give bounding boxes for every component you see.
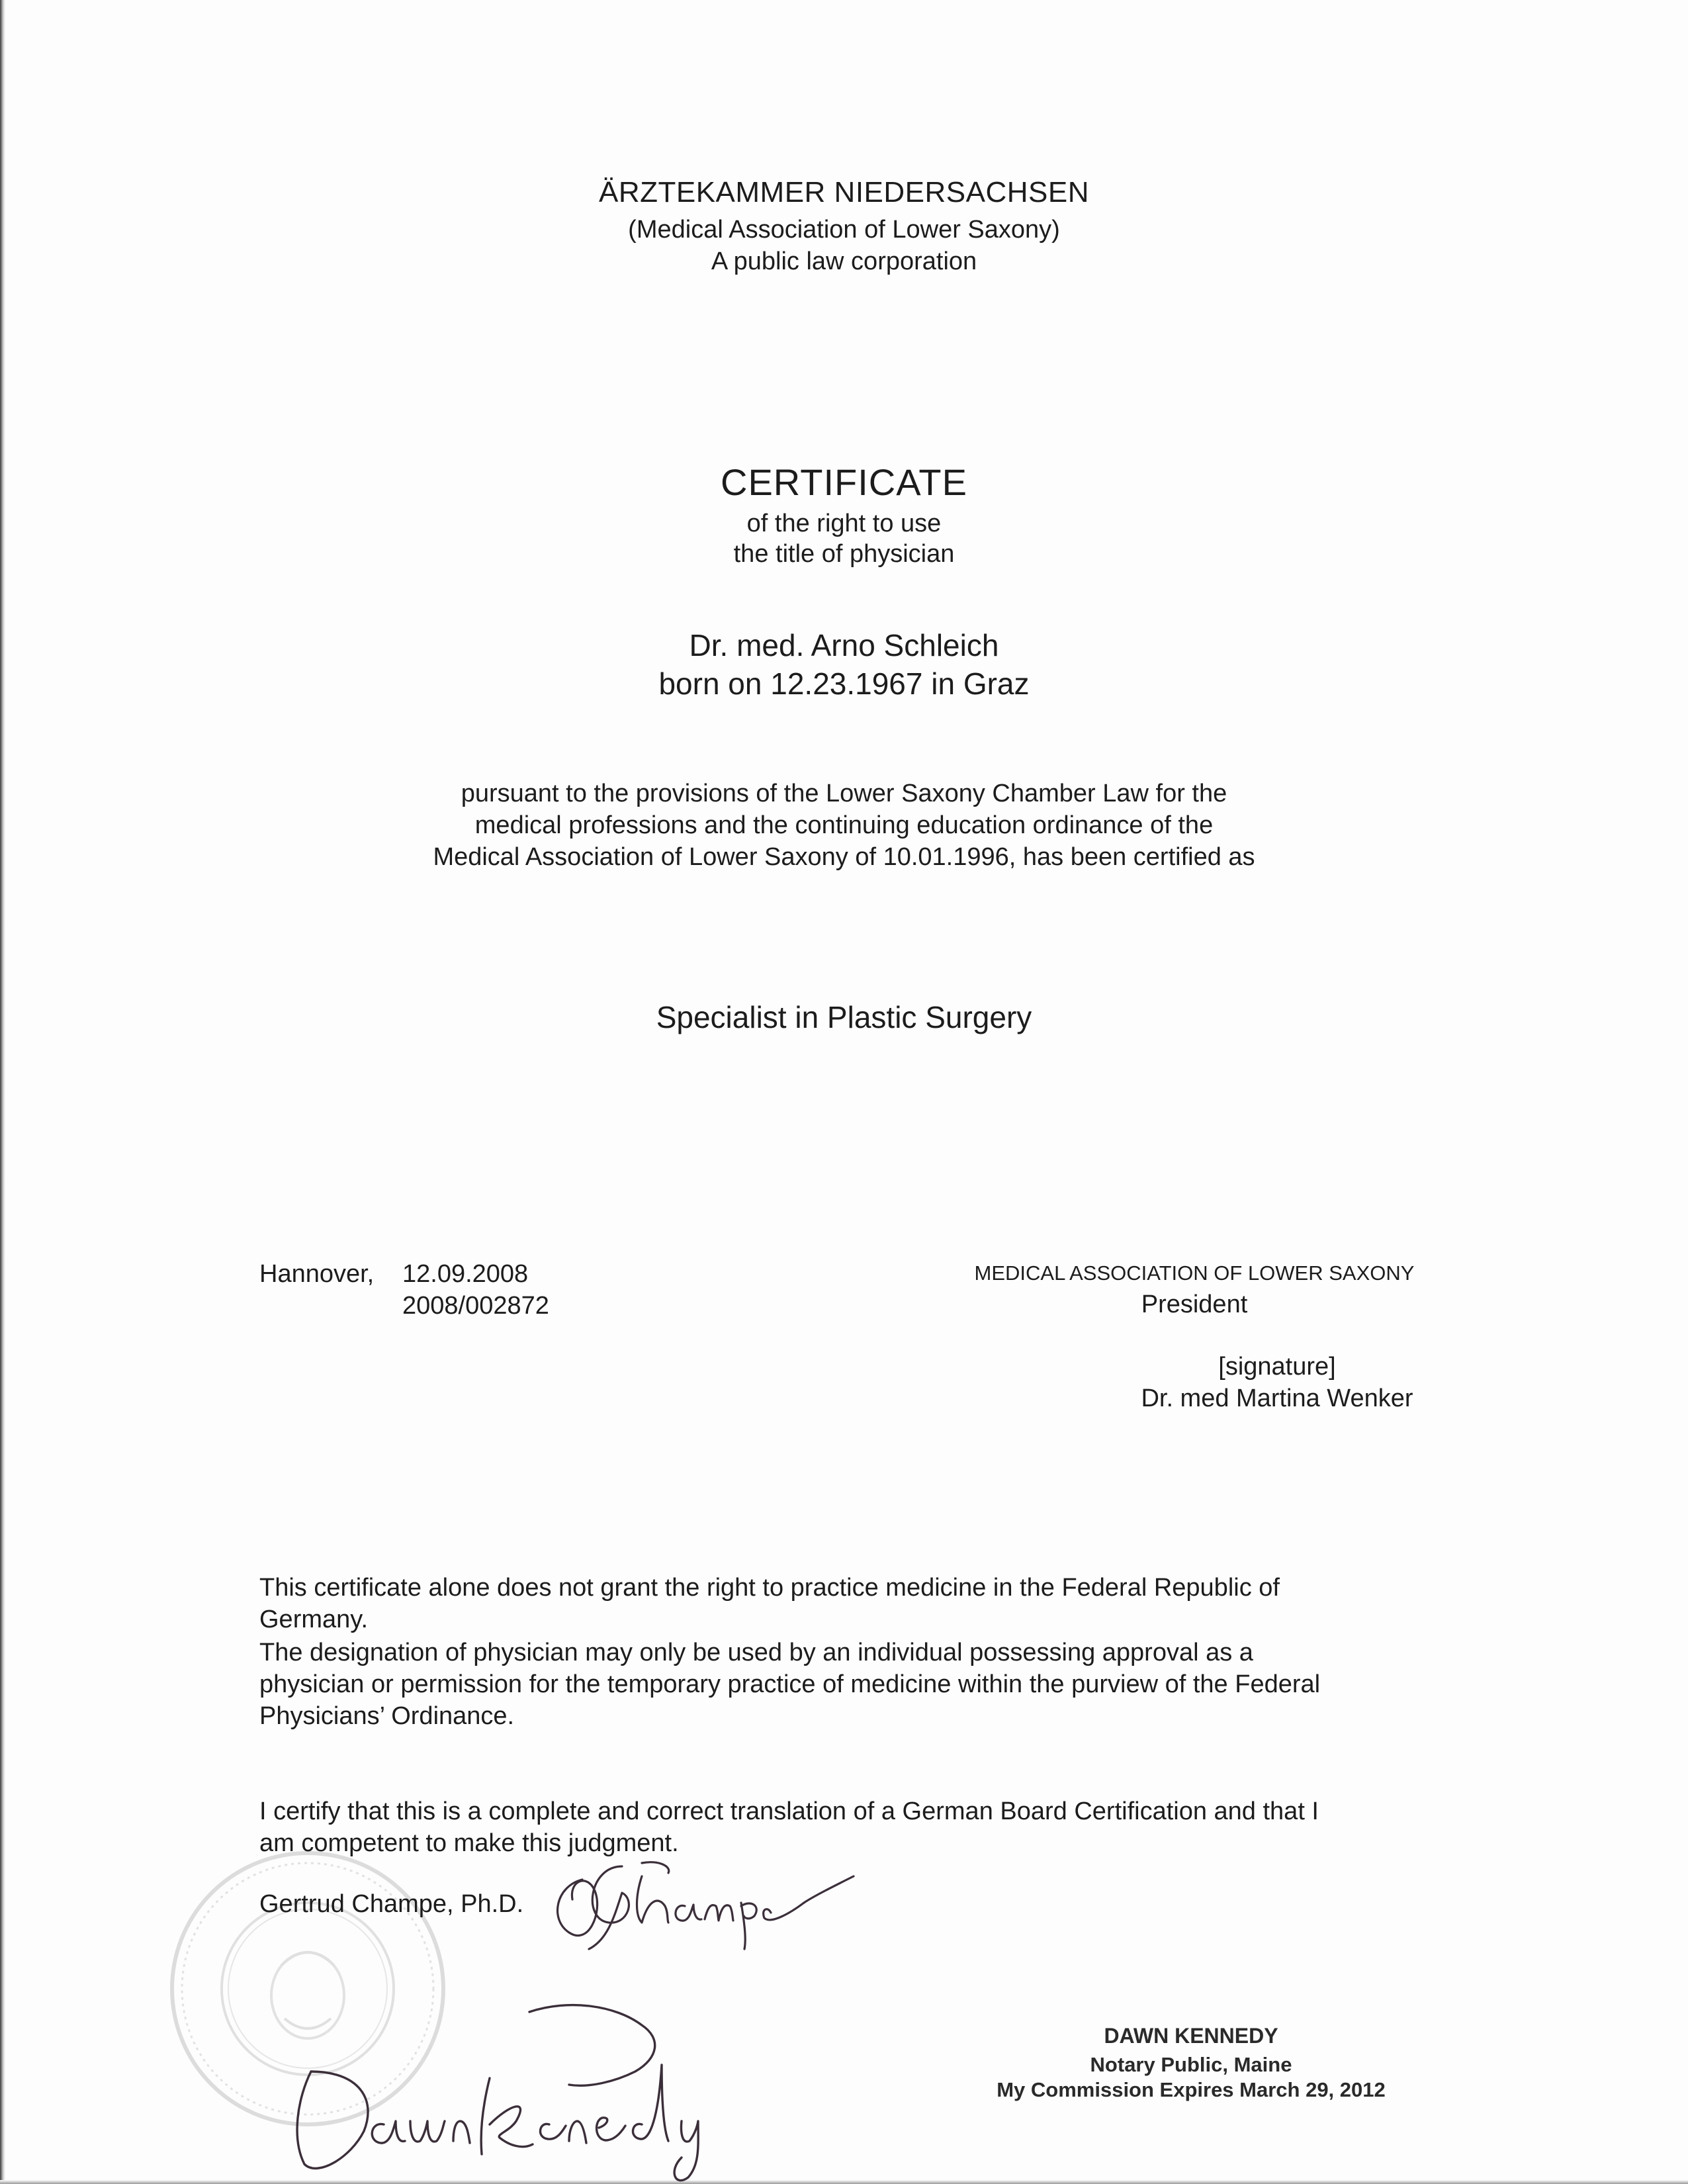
translation-line1: I certify that this is a complete and correct translation of a German Board Certification and that I <box>259 1797 1319 1825</box>
authority-role: President <box>1141 1291 1248 1318</box>
issue-place: Hannover, <box>259 1260 375 1288</box>
certificate-subtitle-line1: of the right to use <box>746 510 942 537</box>
translator-name: Gertrud Champe, Ph.D. <box>259 1890 524 1918</box>
notice-line5: Physicians’ Ordinance. <box>259 1702 515 1730</box>
holder-name: Dr. med. Arno Schleich <box>689 628 999 662</box>
notice-line3: The designation of physician may only be used by an individual possessing approval as a <box>259 1639 1253 1666</box>
notice-line4: physician or permission for the temporary practice of medicine within the purview of the Federal <box>259 1670 1321 1698</box>
org-name: ÄRZTEKAMMER NIEDERSACHSEN <box>598 176 1090 208</box>
certificate-title: CERTIFICATE <box>721 461 967 503</box>
provisions-line1: pursuant to the provisions of the Lower Saxony Chamber Law for the <box>461 780 1227 807</box>
notice-line2: Germany. <box>259 1606 369 1633</box>
specialty: Specialist in Plastic Surgery <box>656 1000 1032 1034</box>
issue-date: 12.09.2008 <box>402 1260 529 1288</box>
provisions-line2: medical professions and the continuing education ordinance of the <box>474 811 1214 839</box>
signature-note: [signature] <box>1218 1353 1336 1381</box>
org-translation: (Medical Association of Lower Saxony) <box>628 216 1060 244</box>
translation-line2: am competent to make this judgment. <box>259 1829 679 1857</box>
notary-title: Notary Public, Maine <box>1090 2053 1292 2076</box>
notary-name: DAWN KENNEDY <box>1104 2024 1278 2048</box>
notary-signature <box>271 1999 814 2184</box>
file-number: 2008/002872 <box>402 1292 549 1320</box>
certificate-subtitle-line2: the title of physician <box>733 540 955 568</box>
scan-edge-left <box>0 0 5 2184</box>
scan-edge-bottom <box>0 2180 1688 2184</box>
notary-commission-expiry: My Commission Expires March 29, 2012 <box>997 2078 1386 2101</box>
provisions-line3: Medical Association of Lower Saxony of 10.01.1996, has been certified as <box>433 843 1255 871</box>
org-type: A public law corporation <box>711 248 977 275</box>
translator-signature <box>543 1840 887 1952</box>
notice-line1: This certificate alone does not grant the right to practice medicine in the Federal Republic of <box>259 1574 1280 1602</box>
holder-birth: born on 12.23.1967 in Graz <box>658 666 1030 701</box>
authority-signer: Dr. med Martina Wenker <box>1141 1385 1413 1412</box>
authority-association: MEDICAL ASSOCIATION OF LOWER SAXONY <box>974 1261 1415 1285</box>
